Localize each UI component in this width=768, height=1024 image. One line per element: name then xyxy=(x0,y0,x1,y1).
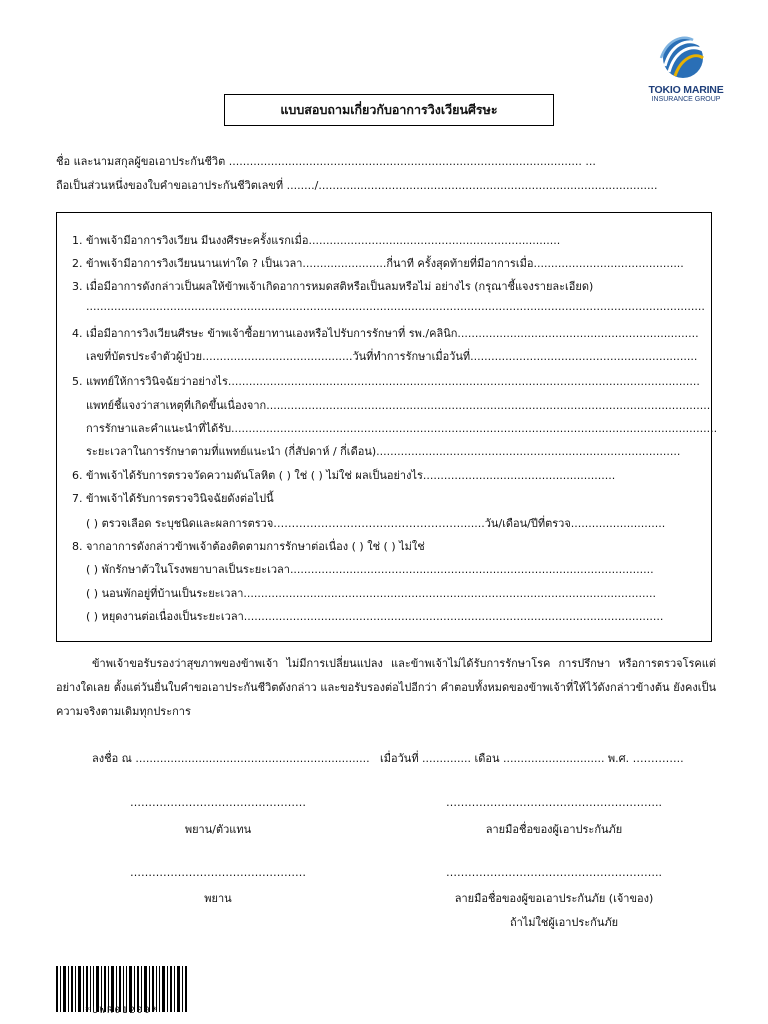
date-line: เมื่อวันที่ .............. เดือน ............................. พ.ศ. ………….. xyxy=(380,752,684,765)
question-8: 8. จากอาการดังกล่าวข้าพเจ้าต้องติดตามการรักษาต่อเนื่อง ( ) ใช่ ( ) ไม่ใช่ xyxy=(72,540,425,553)
insured-signature-line: ………………………………………………….. xyxy=(446,796,662,809)
insured-signature-label: ลายมือชื่อของผู้เอาประกันภัย xyxy=(485,823,623,836)
applicant-signature-line: ………………………………………………….. xyxy=(446,866,662,879)
question-5-duration: ระยะเวลาในการรักษาตามที่แพทย์แนะนำ (กี่สัปดาห์ / กี่เดือน)....................................................................................... xyxy=(86,445,681,458)
declaration-text: ข้าพเจ้าขอรับรองว่าสุขภาพของข้าพเจ้า ไม่มีการเปลี่ยนแปลง และข้าพเจ้าไม่ได้รับการรักษาโรค การปรึกษา หรือการตรวจโรคแต่อย่างใดเลย ตั้งแต่วันยื่นใบคำขอเอาประกันชีวิตดังกล่าว และขอรับรองต่อไปอีกว่า คำตอบทั้งหมดของข้าพเจ้าที่ให้ไว้ดังกล่าวข้างต้น ยังคงเป็นความจริงตามเดิมทุกประการ xyxy=(56,657,716,718)
question-2: 2. ข้าพเจ้ามีอาการวิงเวียนนานเท่าใด ? เป็นเวลา........................กี่นาที ครั้งสุดท้ายที่มีอาการเมื่อ........................................... xyxy=(72,257,684,270)
question-3: 3. เมื่อมีอาการดังกล่าวเป็นผลให้ข้าพเจ้าเกิดอาการหมดสติหรือเป็นลมหรือไม่ อย่างไร (กรุณาชี้แจงรายละเอียด) xyxy=(72,280,594,293)
question-4: 4. เมื่อมีอาการวิงเวียนศีรษะ ข้าพเจ้าซื้อยาทานเองหรือไปรับการรักษาที่ รพ./คลินิก..................................................................... xyxy=(72,327,699,340)
witness-label: พยาน xyxy=(204,892,232,905)
witness-agent-label: พยาน/ตัวแทน xyxy=(184,823,252,836)
question-1: 1. ข้าพเจ้ามีอาการวิงเวียน มีนงงศีรษะครั้งแรกเมื่อ........................................................................ xyxy=(72,234,561,247)
question-7: 7. ข้าพเจ้าได้รับการตรวจวินิจฉัยดังต่อไปนี้ xyxy=(72,492,274,505)
question-5-treatment: การรักษาและคำแนะนำที่ได้รับ........................................................................................................................................... xyxy=(86,422,718,435)
logo-text-line2: INSURANCE GROUP xyxy=(651,96,721,103)
question-4-patient-id: เลขที่บัตรประจำตัวผู้ป่วย...........................................วันที่ทำการรักษาเมื่อวันที่................................................................. xyxy=(86,350,698,363)
question-8-work-leave: ( ) หยุดงานต่อเนื่องเป็นระยะเวลา........................................................................................................................ xyxy=(86,610,664,623)
question-3-answer-line: ................................................................................................................................................................................. xyxy=(86,300,705,313)
question-7-blood-test: ( ) ตรวจเลือด ระบุชนิดและผลการตรวจ…………………………………………….......วัน/เดือน/ปีที่ตรวจ........................... xyxy=(86,517,666,530)
question-5: 5. แพทย์ให้การวินิจฉัยว่าอย่างไร....................................................................................................................................... xyxy=(72,375,700,388)
question-5-cause: แพทย์ชี้แจงว่าสาเหตุที่เกิดขึ้นเนื่องจาก............................................................................................................................... xyxy=(86,399,711,412)
question-8-home-rest: ( ) นอนพักอยู่ที่บ้านเป็นระยะเวลา...................................................................................................................... xyxy=(86,587,656,600)
logo-emblem-icon xyxy=(653,36,713,82)
witness-signature-line: ………………………………………… xyxy=(130,866,306,879)
question-8-hospital: ( ) พักรักษาตัวในโรงพยาบาลเป็นระยะเวลา........................................................................................................ xyxy=(86,563,654,576)
applicant-signature-label: ลายมือชื่อของผู้ขอเอาประกันภัย (เจ้าของ) xyxy=(454,892,654,905)
signed-at-line: ลงชื่อ ณ ................................................................... xyxy=(92,752,370,765)
logo-text-line1: TOKIO MARINE xyxy=(648,84,724,96)
tokio-marine-logo xyxy=(646,36,722,108)
applicant-name-line: ชื่อ และนามสกุลผู้ขอเอาประกันชีวิต ..................................................................................................... ... xyxy=(56,155,596,168)
barcode-text: *UWR01200* xyxy=(84,1006,160,1016)
declaration-paragraph xyxy=(56,652,716,724)
applicant-note: ถ้าไม่ใช่ผู้เอาประกันภัย xyxy=(509,916,619,929)
form-title: แบบสอบถามเกี่ยวกับอาการวิงเวียนศีรษะ xyxy=(224,94,554,126)
question-6: 6. ข้าพเจ้าได้รับการตรวจวัดความดันโลหิต ( ) ใช่ ( ) ไม่ใช่ ผลเป็นอย่างไร....................................................... xyxy=(72,469,616,482)
policy-number-line: ถือเป็นส่วนหนึ่งของใบคำขอเอาประกันชีวิตเลขที่ ......../................................................................................................. xyxy=(56,179,658,192)
witness-agent-signature-line: ………………………………………… xyxy=(130,796,306,809)
